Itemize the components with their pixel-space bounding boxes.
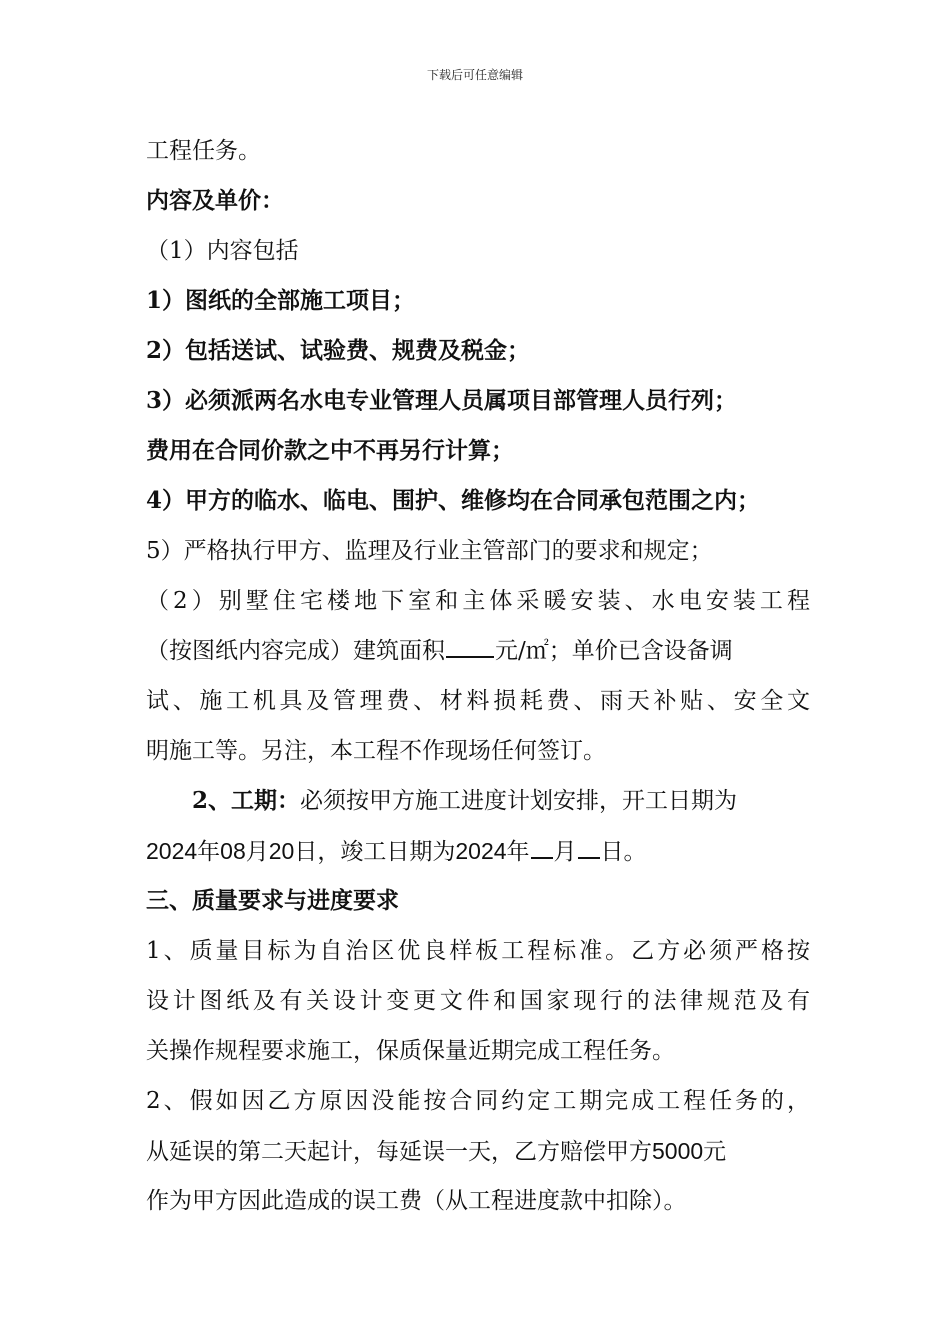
fill-blank [578, 827, 600, 859]
list-item: 4）甲方的临水、临电、围护、维修均在合同承包范围之内； [146, 487, 761, 514]
start-month: 08 [220, 838, 246, 864]
section-heading: 三、质量要求与进度要求 [146, 887, 399, 914]
list-item: 5）严格执行甲方、监理及行业主管部门的要求和规定； [146, 538, 713, 564]
document-body [146, 126, 810, 1226]
clause-label: 2、工期： [192, 787, 301, 814]
paragraph-line [146, 776, 810, 826]
text-span: 年 [506, 839, 530, 865]
fill-blank [446, 626, 494, 658]
text-span: 必须按甲方施工进度计划安排，开工日期为 [300, 788, 738, 814]
paragraph-line [146, 1126, 810, 1176]
text-span: 日，竣工日期为 [294, 839, 456, 865]
text-span: 日。 [600, 839, 647, 865]
paragraph-line: 试、施工机具及管理费、材料损耗费、雨天补贴、安全文 [146, 688, 810, 714]
text-span: （按图纸内容完成）建筑面积 [146, 638, 445, 664]
text-span: 元/㎡；单价已含设备调 [495, 638, 733, 664]
paragraph-line: 1、质量目标为自治区优良样板工程标准。乙方必须严格按 [146, 938, 810, 964]
paragraph-line [146, 826, 810, 876]
text-span: 从延误的第二天起计，每延误一天，乙方赔偿甲方 [146, 1139, 652, 1165]
end-year: 2024 [455, 838, 507, 864]
list-item: 2）包括送试、试验费、规费及税金； [146, 337, 531, 364]
list-item: 3）必须派两名水电专业管理人员属项目部管理人员行列； [146, 387, 738, 414]
paragraph-line: 作为甲方因此造成的误工费（从工程进度款中扣除）。 [146, 1188, 687, 1214]
text-span: 月 [553, 839, 577, 865]
text-span: 月 [245, 839, 269, 865]
text-span: 元 [703, 1139, 727, 1165]
list-item: 1）图纸的全部施工项目； [146, 287, 416, 314]
paragraph-line: （2）别墅住宅楼地下室和主体采暖安装、水电安装工程 [146, 588, 810, 614]
paragraph-line: （1）内容包括 [146, 238, 299, 264]
paragraph-line [146, 626, 810, 676]
fill-blank [531, 827, 553, 859]
start-day: 20 [268, 838, 295, 864]
paragraph-line: 明施工等。另注，本工程不作现场任何签订。 [146, 738, 606, 764]
paragraph-line: 关操作规程要求施工，保质保量近期完成工程任务。 [146, 1038, 675, 1064]
paragraph-line: 工程任务。 [146, 138, 261, 164]
section-heading: 内容及单价： [146, 187, 284, 214]
start-year: 2024 [146, 838, 198, 864]
paragraph-line: 2、假如因乙方原因没能按合同约定工期完成工程任务的， [146, 1088, 810, 1114]
paragraph-line: 设计图纸及有关设计变更文件和国家现行的法律规范及有 [146, 988, 810, 1014]
page-header: 下载后可任意编辑 [426, 68, 523, 82]
list-item-continuation: 费用在合同价款之中不再另行计算； [146, 437, 514, 464]
text-span: 年 [197, 839, 221, 865]
penalty-amount: 5000 [652, 1138, 704, 1164]
